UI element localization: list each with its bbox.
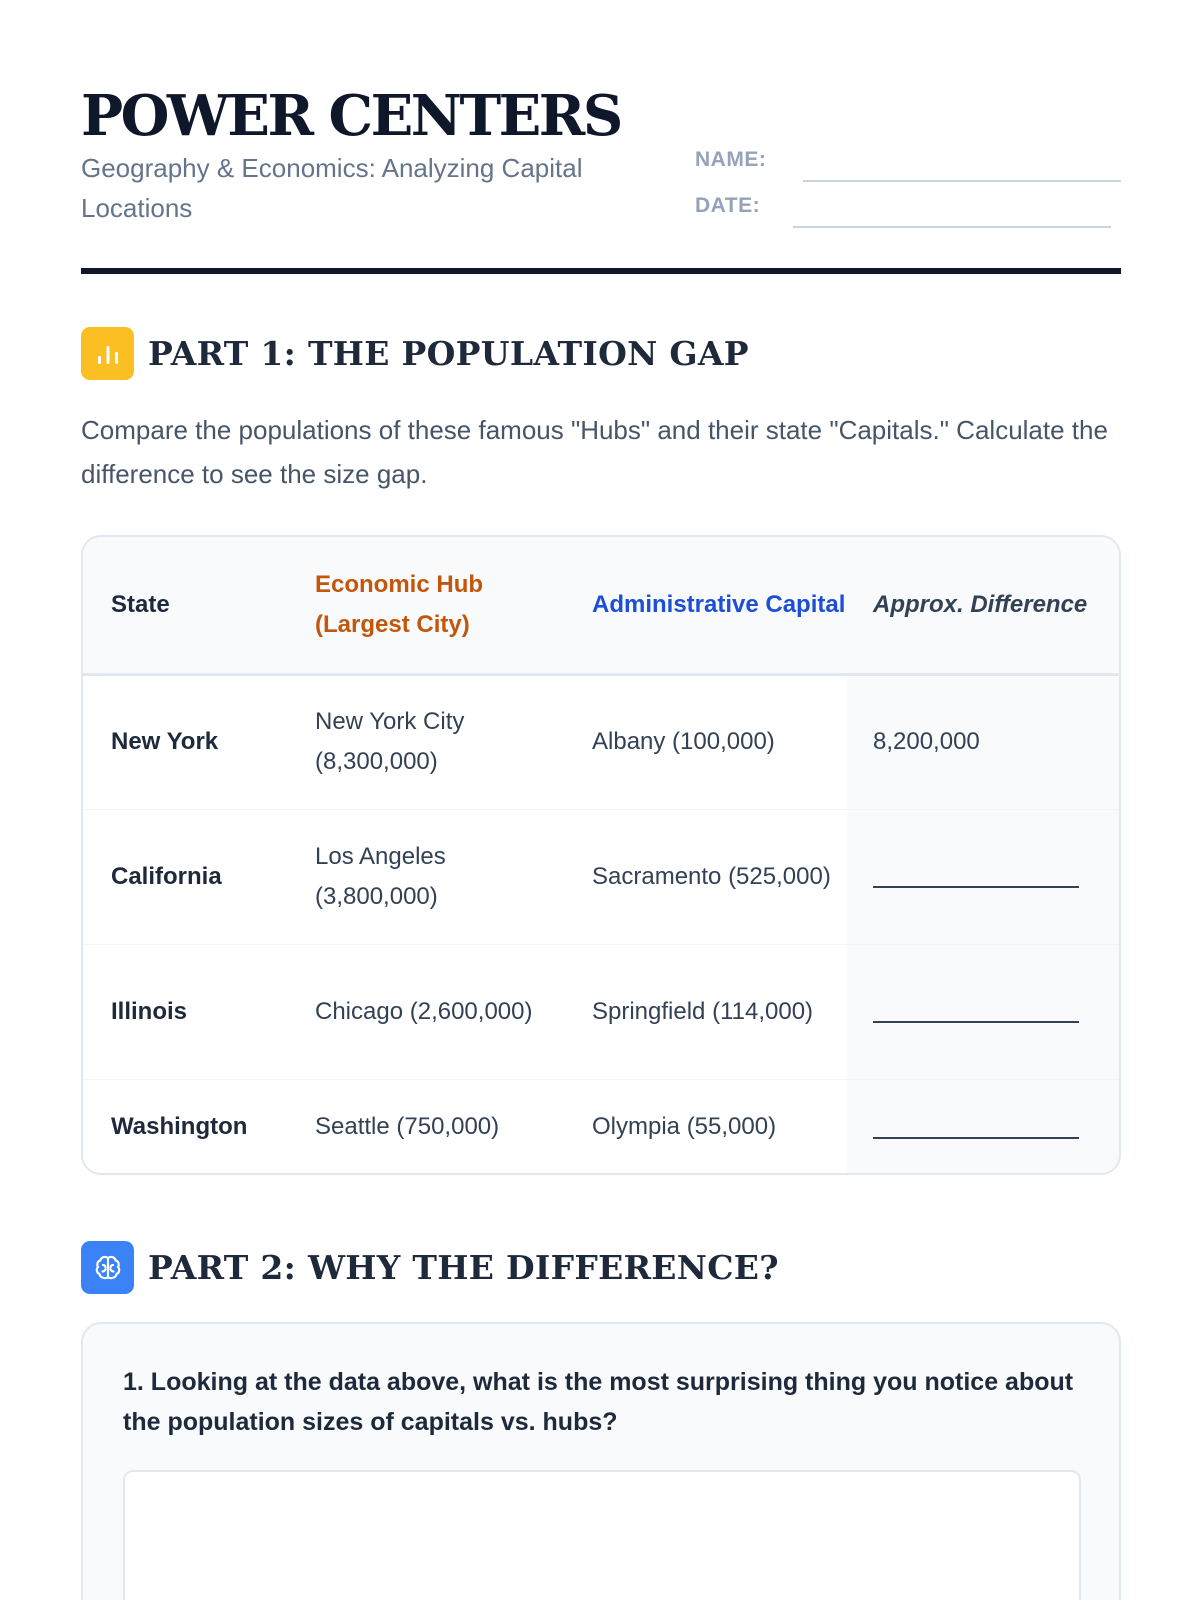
header-state: State [83,537,293,674]
header-administrative-capital: Administrative Capital [570,537,847,674]
difference-cell [847,944,1121,1079]
page-title: POWER CENTERS [81,83,621,149]
header-divider [81,268,1121,274]
hub-cell: Chicago (2,600,000) [293,944,570,1079]
name-label: NAME: [695,148,767,171]
difference-cell [847,1079,1121,1175]
header-difference: Approx. Difference [847,537,1121,674]
table-row [83,1079,1121,1175]
capital-cell: Sacramento (525,000) [570,809,847,944]
part-2-title: PART 2: WHY THE DIFFERENCE? [148,1248,779,1287]
table-row [83,944,1121,1079]
difference-blank[interactable] [873,866,1079,888]
capital-cell: Olympia (55,000) [592,1113,777,1141]
state-cell: Illinois [83,944,293,1079]
bar-chart-icon [81,327,134,380]
date-label: DATE: [695,194,761,217]
part-1-intro: Compare the populations of these famous "Hubs" and their state "Capitals." Calculate the difference to see the size gap. [81,415,1108,489]
difference-cell: 8,200,000 [847,674,1121,809]
question-1-answer-box[interactable] [123,1470,1081,1600]
table-row [83,674,1121,809]
capital-cell: Springfield (114,000) [570,944,847,1079]
state-cell: California [83,809,293,944]
question-1-text: 1. Looking at the data above, what is the most surprising thing you notice about the population sizes of capitals vs. hubs? [123,1368,1074,1436]
question-card [81,1322,1121,1600]
table-row [83,809,1121,944]
part-1-title: PART 1: THE POPULATION GAP [148,334,749,373]
difference-blank[interactable] [873,1001,1079,1023]
name-field[interactable] [695,144,1121,184]
date-line[interactable] [793,226,1111,228]
hub-cell: Los Angeles (3,800,000) [293,809,570,944]
state-cell: New York [83,674,293,809]
page-subtitle: Geography & Economics: Analyzing Capital Locations [81,153,583,223]
table-header-row [83,537,1121,674]
state-cell: Washington [111,1113,248,1141]
name-line[interactable] [803,180,1121,182]
difference-blank[interactable] [873,1117,1079,1139]
part-2-heading [81,1241,1121,1295]
capital-cell: Albany (100,000) [570,674,847,809]
hub-cell: Seattle (750,000) [315,1113,500,1141]
header-economic-hub: Economic Hub (Largest City) [293,537,570,674]
date-field[interactable] [695,190,1121,230]
part-1-heading [81,327,1121,381]
difference-cell [847,809,1121,944]
worksheet-header [81,82,1121,272]
brain-icon [81,1241,134,1294]
hub-cell: New York City (8,300,000) [293,674,570,809]
population-table [81,535,1121,1175]
